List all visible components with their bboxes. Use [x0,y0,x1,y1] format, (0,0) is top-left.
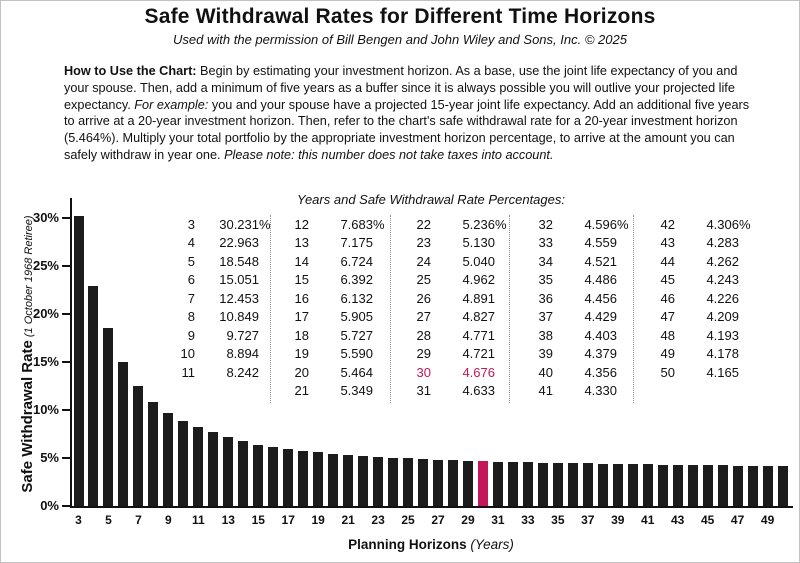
x-tick-label-49: 49 [760,513,775,527]
bar-year-43 [673,465,683,506]
x-tick-label-41: 41 [641,513,655,527]
rate-row-year-40 [531,363,617,382]
rate-row-value: 10.849 [219,309,259,325]
rate-row-value: 4.243 [706,272,739,288]
x-tick-label-25: 25 [401,513,415,527]
rate-row-year-41 [531,382,617,401]
rate-row-value: 30.231 % [219,216,271,232]
table-column-separator [390,215,391,403]
rate-row-value: 4.165 [706,364,739,380]
rate-row-value: 8.242 [226,364,259,380]
rate-row-year: 8 [187,309,195,325]
rate-table-column-5 [653,215,751,382]
rate-row-year-15 [287,271,373,290]
bar-year-21 [343,455,353,506]
x-tick-label-11: 11 [191,513,205,527]
rate-row-year: 45 [660,272,675,288]
rate-row-value: 4.486 [584,272,617,288]
rate-row-year: 27 [416,309,431,325]
bar-year-36 [568,463,578,506]
bar-year-34 [538,463,548,506]
rate-row-value: 4.306 % [706,216,751,232]
bar-year-29 [463,461,473,506]
y-tick-mark [62,265,70,267]
rate-row-year: 30 [416,364,431,380]
rate-row-value: 4.262 [706,253,739,269]
howto-body2: you and your spouse have a projected 15-year joint life expectancy. Add an additional five years to arrive at a 20-year investment horizon. Then, refer to the chart's safe withdrawal rate for a 20-year investment horizon (5.464%). Multiply your total portfolio by the appropriate investment horizon percentage, to arrive at the amount you can safely withdraw in year one. [64,97,750,162]
rate-row-year: 40 [538,364,553,380]
table-column-separator [509,215,510,403]
rate-row-year-47 [653,308,739,327]
rate-row-year-14 [287,252,373,271]
x-tick-label-7: 7 [135,513,142,527]
rate-row-year-28 [409,326,495,345]
rate-row-year-24 [409,252,495,271]
bar-year-38 [598,464,608,506]
bar-year-27 [433,460,443,506]
rate-row-value: 7.683 % [340,216,385,232]
bar-year-3 [74,216,84,506]
x-tick-label-3: 3 [75,513,82,527]
rate-table-column-2 [287,215,385,400]
table-column-separator [270,215,271,403]
rate-row-year: 38 [538,327,553,343]
x-tick-label-39: 39 [611,513,625,527]
rate-row-year: 4 [187,235,195,251]
rate-row-year-35 [531,271,617,290]
bar-year-8 [148,402,158,506]
x-tick-label-23: 23 [371,513,385,527]
rate-row-year: 3 [187,216,195,232]
bar-year-30 [478,461,488,506]
bar-year-5 [103,328,113,506]
x-axis-line [70,506,793,508]
rate-row-year-46 [653,289,739,308]
bar-year-40 [628,464,638,506]
rate-row-year-13 [287,234,373,253]
rate-row-year-21 [287,382,373,401]
rate-table-header: Years and Safe Withdrawal Rate Percentages: [297,192,565,207]
bar-year-26 [418,459,428,506]
bar-year-7 [133,386,143,506]
x-tick-label-45: 45 [700,513,715,527]
rate-row-year: 25 [416,272,431,288]
rate-row-year: 48 [660,327,675,343]
rate-row-year: 35 [538,272,553,288]
rate-row-value: 9.727 [226,327,259,343]
rate-row-year-37 [531,308,617,327]
rate-row-value: 5.464 [340,364,373,380]
rate-row-year: 9 [187,327,195,343]
y-axis-label-italic: (1 October 1968 Retiree) [23,215,35,341]
rate-row-year-27 [409,308,495,327]
x-tick-label-15: 15 [251,513,265,527]
rate-row-year: 5 [187,253,195,269]
rate-row-year: 6 [187,272,195,288]
rate-row-year-11 [173,363,259,382]
rate-row-year-23 [409,234,495,253]
rate-row-value: 5.349 [340,383,373,399]
rate-row-year-8 [173,308,259,327]
percent-sign: % [617,216,629,232]
bar-year-24 [388,458,398,506]
x-axis-label [131,537,731,552]
bar-year-9 [163,413,173,506]
x-tick-label-47: 47 [730,513,745,527]
rate-row-year-44 [653,252,739,271]
rate-row-value: 18.548 [219,253,259,269]
x-tick-label-17: 17 [281,513,295,527]
rate-row-year: 14 [294,253,309,269]
rate-row-year: 28 [416,327,431,343]
rate-row-year-25 [409,271,495,290]
rate-row-value: 4.676 [462,364,495,380]
rate-row-year-36 [531,289,617,308]
rate-row-value: 4.178 [706,346,739,362]
y-tick-label: 25% [32,258,59,273]
y-tick-label: 20% [32,306,59,321]
rate-row-year-19 [287,345,373,364]
rate-row-value: 4.891 [462,290,495,306]
rate-table-column-1 [173,215,271,382]
rate-table-column-3 [409,215,507,400]
y-tick-mark [62,217,70,219]
bar-year-20 [328,454,338,506]
bar-year-14 [238,441,248,506]
y-tick-label: 30% [32,210,59,225]
bar-year-44 [688,465,698,506]
rate-row-value: 5.040 [462,253,495,269]
rate-row-year: 29 [416,346,431,362]
rate-row-value: 4.771 [462,327,495,343]
percent-sign: % [373,216,385,232]
rate-row-year-39 [531,345,617,364]
rate-row-year: 31 [416,383,431,399]
rate-row-value: 15.051 [219,272,259,288]
rate-row-value: 8.894 [226,346,259,362]
rate-row-year: 33 [538,235,553,251]
rate-row-value: 4.379 [584,346,617,362]
rate-row-year: 24 [416,253,431,269]
percent-sign: % [259,216,271,232]
x-tick-label-27: 27 [431,513,445,527]
rate-row-year: 15 [294,272,309,288]
x-axis-label-italic: (Years) [466,537,514,552]
rate-row-year-20 [287,363,373,382]
bar-year-33 [523,462,533,506]
bar-year-46 [718,465,728,506]
rate-row-year-12 [287,215,385,234]
rate-row-year: 16 [294,290,309,306]
rate-row-year: 46 [660,290,675,306]
rate-row-year-4 [173,234,259,253]
bar-year-16 [268,447,278,506]
rate-row-year: 42 [660,216,675,232]
bar-year-39 [613,464,623,506]
rate-row-year: 50 [660,364,675,380]
rate-row-year-49 [653,345,739,364]
y-tick-mark [62,505,70,507]
x-tick-label-5: 5 [105,513,112,527]
x-tick-label-31: 31 [491,513,505,527]
rate-row-value: 4.356 [584,364,617,380]
rate-table-column-4 [531,215,629,400]
rate-row-year-45 [653,271,739,290]
table-column-separator [633,215,634,403]
howto-example-label: For example: [134,97,209,112]
howto-body1: Begin by estimating your investment horizon. As a base, use the joint life expectancy of you and your spouse. Then, add a minimum of five years as a buffer since it is always possible you will outlive your projected life expectancy. [64,64,738,112]
rate-row-value: 4.827 [462,309,495,325]
rate-row-value: 6.392 [340,272,373,288]
bar-year-10 [178,421,188,506]
rate-row-year: 17 [294,309,309,325]
bar-year-19 [313,452,323,506]
y-axis-line [70,198,72,506]
bar-year-35 [553,463,563,506]
bar-year-25 [403,458,413,506]
x-tick-label-21: 21 [341,513,355,527]
rate-row-year: 36 [538,290,553,306]
bar-year-50 [778,466,788,506]
page-title: Safe Withdrawal Rates for Different Time Horizons [144,5,656,28]
x-axis-label-bold: Planning Horizons [348,537,467,552]
rate-row-value: 4.429 [584,309,617,325]
rate-row-year-42 [653,215,751,234]
rate-row-value: 6.132 [340,290,373,306]
how-to-use-paragraph [64,63,750,164]
bar-year-13 [223,437,233,506]
rate-row-year: 23 [416,235,431,251]
rate-row-year-17 [287,308,373,327]
y-tick-mark [62,313,70,315]
bar-year-37 [583,463,593,506]
rate-row-year: 18 [294,327,309,343]
rate-row-year: 41 [538,383,553,399]
rate-row-year: 19 [294,346,309,362]
bar-year-48 [748,466,758,506]
rate-row-year: 11 [181,364,195,380]
rate-row-value: 4.226 [706,290,739,306]
rate-row-value: 4.283 [706,235,739,251]
rate-row-year-18 [287,326,373,345]
bar-year-17 [283,449,293,506]
rate-row-year: 22 [416,216,431,232]
x-tick-label-37: 37 [581,513,595,527]
bar-year-15 [253,445,263,506]
y-axis-label-bold: Safe Withdrawal Rate [19,340,36,493]
x-tick-label-9: 9 [165,513,172,527]
y-tick-mark [62,457,70,459]
rate-row-value: 5.130 [462,235,495,251]
rate-row-value: 6.724 [340,253,373,269]
bar-year-47 [733,466,743,506]
bar-year-45 [703,465,713,506]
x-tick-label-33: 33 [521,513,535,527]
y-tick-label: 5% [40,450,59,465]
bar-year-18 [298,451,308,506]
rate-row-value: 4.962 [462,272,495,288]
y-tick-label: 15% [32,354,59,369]
rate-row-year-38 [531,326,617,345]
attribution-subtitle: Used with the permission of Bill Bengen and John Wiley and Sons, Inc. © 2025 [173,32,627,47]
rate-row-year: 7 [187,290,195,306]
rate-row-value: 4.456 [584,290,617,306]
rate-row-year: 32 [538,216,553,232]
bar-year-49 [763,466,773,506]
rate-row-year-10 [173,345,259,364]
rate-row-value: 4.721 [462,346,495,362]
rate-row-year-32 [531,215,629,234]
x-tick-label-13: 13 [221,513,235,527]
rate-row-year: 49 [660,346,675,362]
rate-row-value: 4.633 [462,383,495,399]
bar-year-23 [373,457,383,506]
y-tick-mark [62,361,70,363]
rate-row-year-34 [531,252,617,271]
rate-row-value: 22.963 [219,235,259,251]
rate-row-value: 4.403 [584,327,617,343]
rate-row-value: 4.330 [584,383,617,399]
rate-row-year-3 [173,215,271,234]
rate-row-year-5 [173,252,259,271]
bar-year-41 [643,464,653,506]
rate-row-value: 4.193 [706,327,739,343]
x-tick-label-29: 29 [461,513,475,527]
rate-row-value: 5.236 % [462,216,507,232]
rate-row-value: 7.175 [340,235,373,251]
rate-row-year-7 [173,289,259,308]
rate-row-year: 43 [660,235,675,251]
y-tick-mark [62,409,70,411]
rate-row-value: 12.453 [219,290,259,306]
rate-row-year-50 [653,363,739,382]
howto-note: Please note: this number does not take taxes into account. [224,147,554,162]
x-tick-label-43: 43 [671,513,685,527]
rate-row-year-43 [653,234,739,253]
percent-sign: % [739,216,751,232]
rate-row-year-30 [409,363,495,382]
rate-row-value: 4.521 [584,253,617,269]
rate-row-year-16 [287,289,373,308]
rate-row-year: 37 [538,309,553,325]
howto-label: How to Use the Chart: [64,64,197,78]
rate-row-year: 20 [294,364,309,380]
rate-row-year: 26 [416,290,431,306]
rate-row-year: 39 [538,346,553,362]
x-tick-label-35: 35 [551,513,565,527]
rate-row-year-6 [173,271,259,290]
bar-year-28 [448,460,458,506]
rate-row-value: 5.905 [340,309,373,325]
bar-year-31 [493,462,503,506]
bar-year-12 [208,432,218,506]
bar-year-22 [358,456,368,506]
y-tick-label: 10% [32,402,59,417]
rate-row-year: 47 [660,309,675,325]
rate-row-year-9 [173,326,259,345]
rate-row-year: 12 [294,216,309,232]
rate-row-year: 44 [660,253,675,269]
percent-sign: % [495,216,507,232]
bar-year-32 [508,462,518,506]
rate-row-year-48 [653,326,739,345]
rate-row-value: 4.209 [706,309,739,325]
rate-row-value: 4.559 [584,235,617,251]
rate-row-year-29 [409,345,495,364]
rate-row-value: 5.590 [340,346,373,362]
rate-row-year-31 [409,382,495,401]
bar-year-4 [88,286,98,506]
bar-year-6 [118,362,128,506]
rate-row-value: 4.596 % [584,216,629,232]
rate-row-year: 34 [538,253,553,269]
rate-row-year-22 [409,215,507,234]
rate-row-year-26 [409,289,495,308]
bar-year-11 [193,427,203,506]
rate-row-year: 13 [294,235,309,251]
x-tick-label-19: 19 [311,513,325,527]
bar-year-42 [658,465,668,506]
rate-row-value: 5.727 [340,327,373,343]
rate-row-year-33 [531,234,617,253]
y-tick-label: 0% [40,498,59,513]
rate-row-year: 10 [180,346,195,362]
rate-row-year: 21 [294,383,309,399]
